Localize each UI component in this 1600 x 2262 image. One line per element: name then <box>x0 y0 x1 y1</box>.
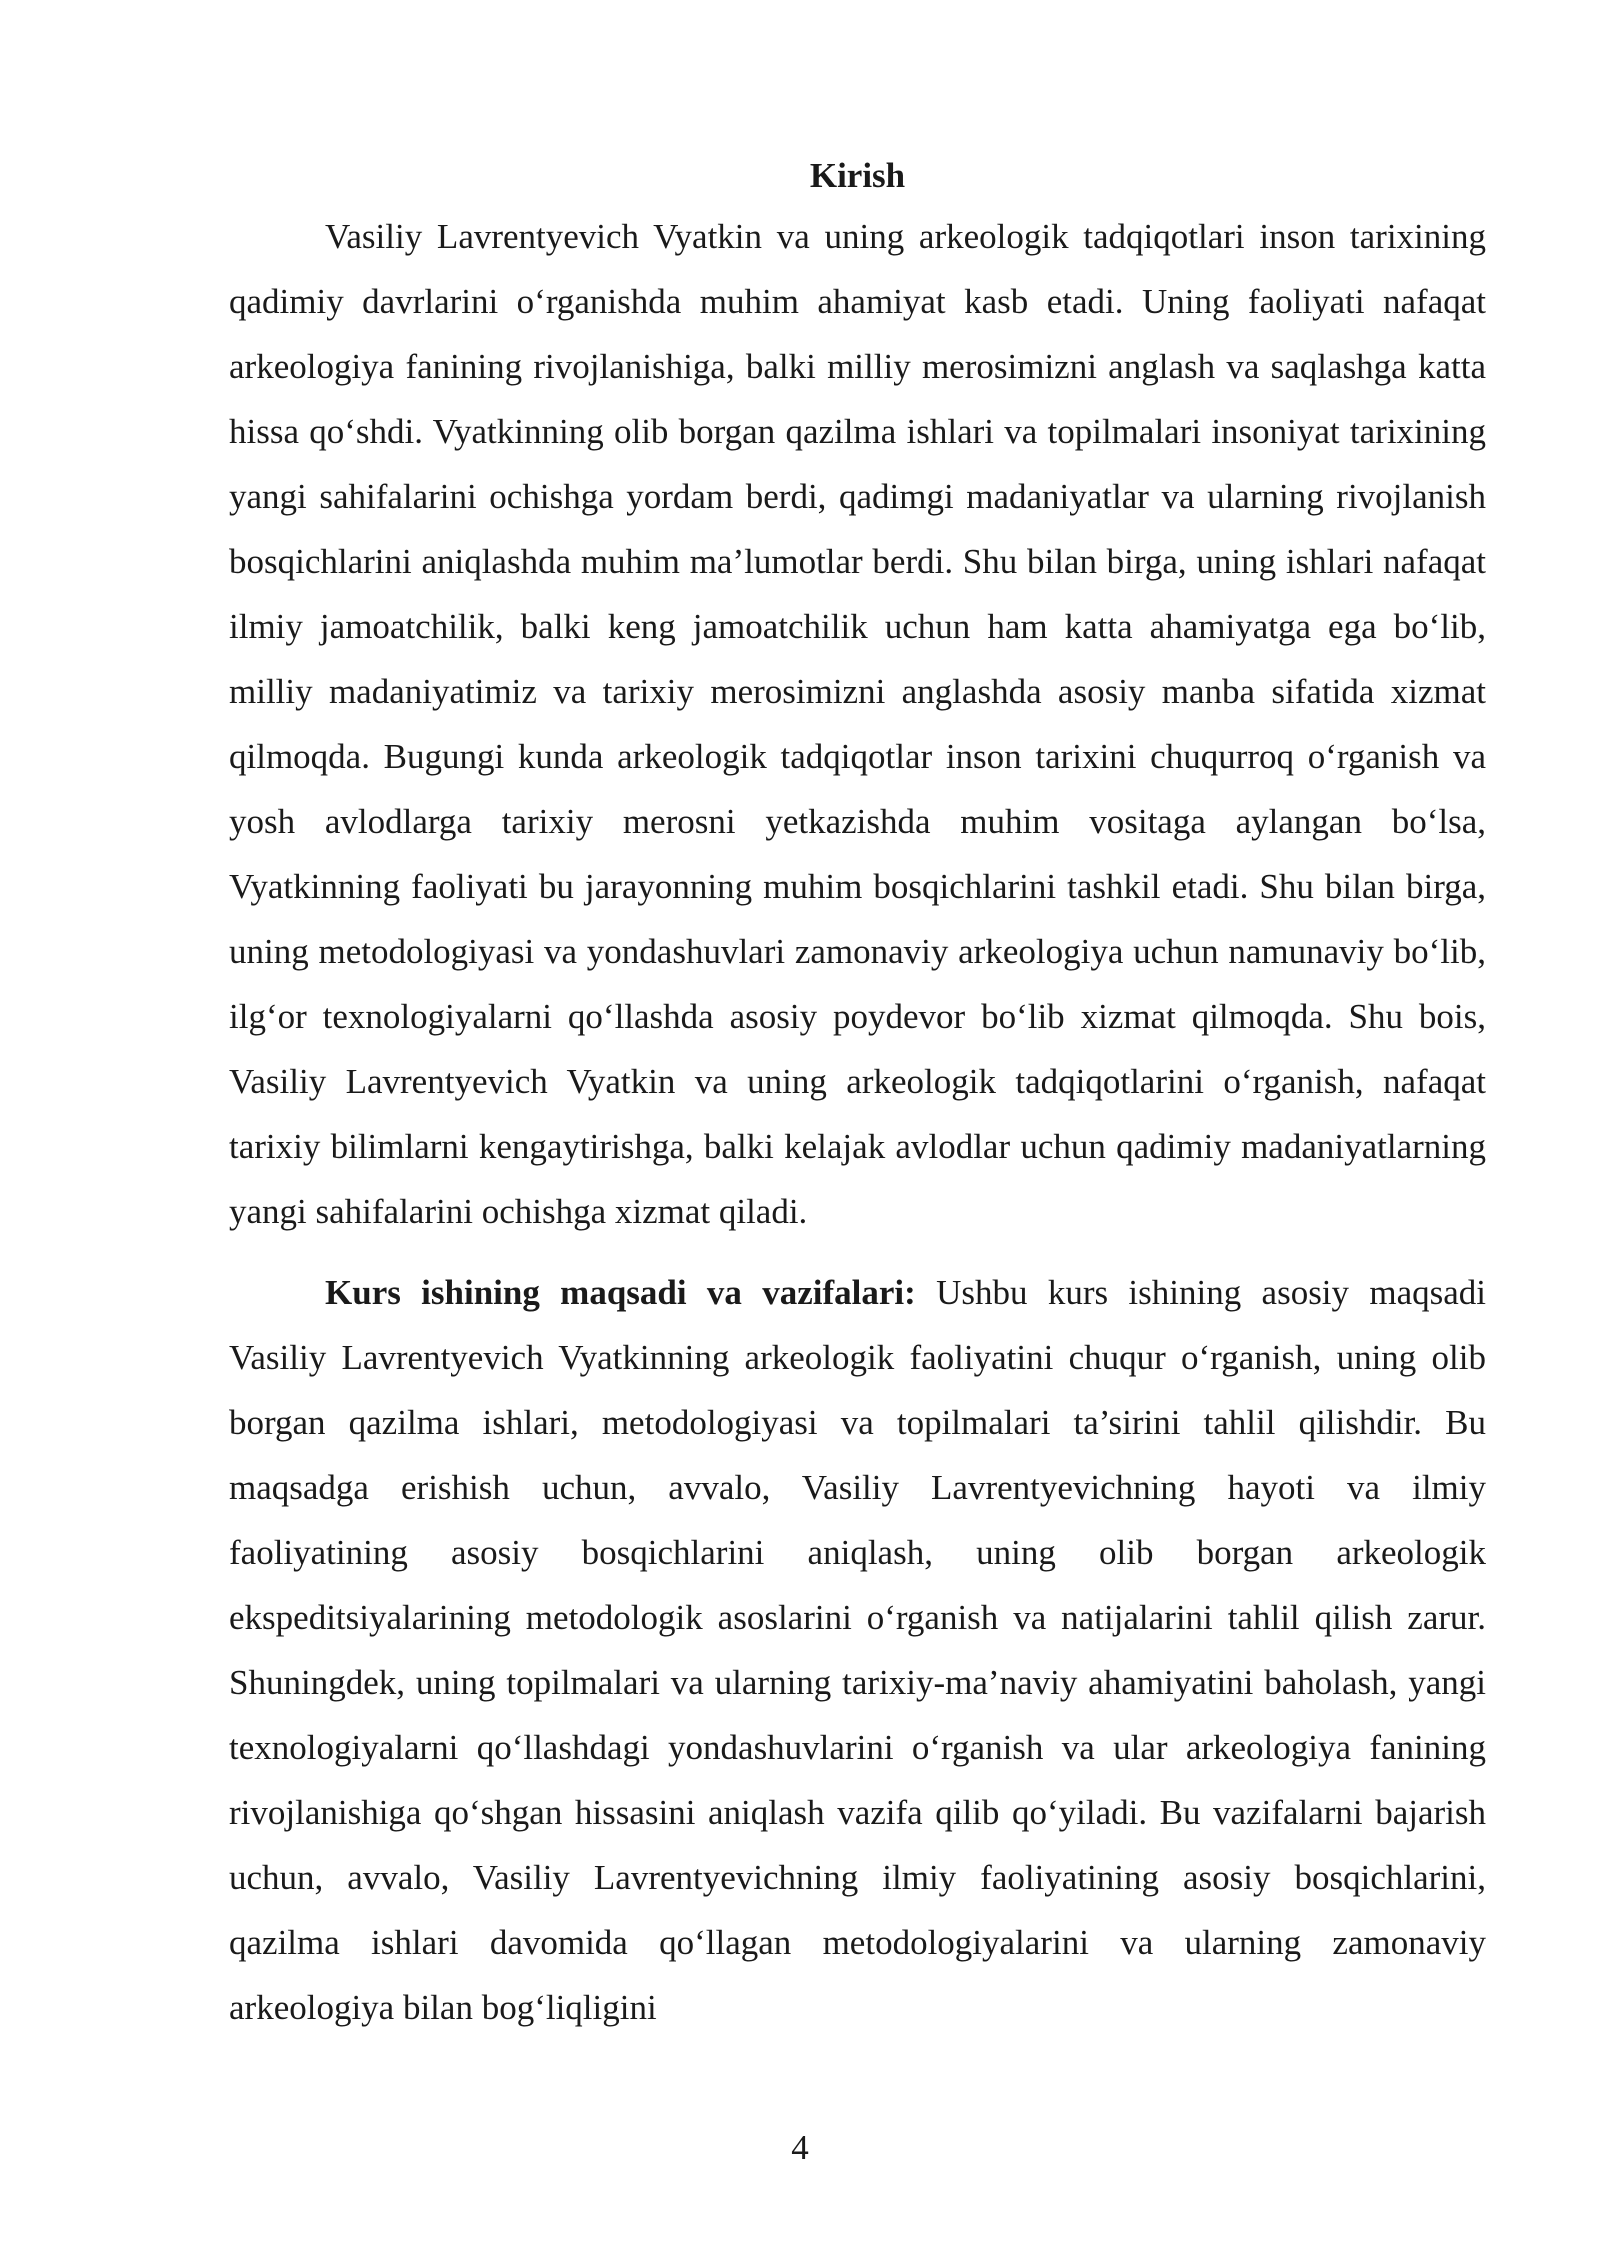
intro-paragraph-text: Vasiliy Lavrentyevich Vyatkin va uning arkeologik tadqiqotlari inson tarixining qadimiy davrlarini o‘rganishda muhim ahamiyat kasb etadi. Uning faoliyati nafaqat arkeologiya fanining rivojlanishiga, balki milliy merosimizni anglash va saqlashga katta hissa qo‘shdi. Vyatkinning olib borgan qazilma ishlari va topilmalari insoniyat tarixining yangi sahifalarini ochishga yordam berdi, qadimgi madaniyatlar va ularning rivojlanish bosqichlarini aniqlashda muhim ma’lumotlar berdi. Shu bilan birga, uning ishlari nafaqat ilmiy jamoatchilik, balki keng jamoatchilik uchun ham katta ahamiyatga ega bo‘lib, milliy madaniyatimiz va tarixiy merosimizni anglashda asosiy manba sifatida xizmat qilmoqda. Bugungi kunda arkeologik tadqiqotlar inson tarixini chuqurroq o‘rganish va yosh avlodlarga tarixiy merosni yetkazishda muhim vositaga aylangan bo‘lsa, Vyatkinning faoliyati bu jarayonning muhim bosqichlarini tashkil etadi. Shu bilan birga, uning metodologiyasi va yondashuvlari zamonaviy arkeologiya uchun namunaviy bo‘lib, ilg‘or texnologiyalarni qo‘llashda asosiy poydevor bo‘lib xizmat qilmoqda. Shu bois, Vasiliy Lavrentyevich Vyatkin va uning arkeologik tadqiqotlarini o‘rganish, nafaqat tarixiy bilimlarni kengaytirishga, balki kelajak avlodlar uchun qadimiy madaniyatlarning yangi sahifalarini ochishga xizmat qiladi. <box>229 217 1486 1231</box>
intro-paragraph <box>229 204 1486 1244</box>
page-number: 4 <box>791 2128 809 2167</box>
section-heading: Kirish <box>809 156 906 195</box>
document-body <box>229 148 1486 2040</box>
goals-paragraph-text: Ushbu kurs ishining asosiy maqsadi Vasiliy Lavrentyevich Vyatkinning arkeologik faoliyatini chuqur o‘rganish, uning olib borgan qazilma ishlari, metodologiyasi va topilmalari ta’sirini tahlil qilishdir. Bu maqsadga erishish uchun, avvalo, Vasiliy Lavrentyevichning hayoti va ilmiy faoliyatining asosiy bosqichlarini aniqlash, uning olib borgan arkeologik ekspeditsiyalarining metodologik asoslarini o‘rganish va natijalarini tahlil qilish zarur. Shuningdek, uning topilmalari va ularning tarixiy-ma’naviy ahamiyatini baholash, yangi texnologiyalarni qo‘llashdagi yondashuvlarini o‘rganish va ular arkeologiya fanining rivojlanishiga qo‘shgan hissasini aniqlash vazifa qilib qo‘yiladi. Bu vazifalarni bajarish uchun, avvalo, Vasiliy Lavrentyevichning ilmiy faoliyatining asosiy bosqichlarini, qazilma ishlari davomida qo‘llagan metodologiyalarini va ularning zamonaviy arkeologiya bilan bog‘liqligini <box>229 1273 1486 2027</box>
goals-paragraph-lead: Kurs ishining maqsadi va vazifalari: <box>325 1273 916 1312</box>
goals-paragraph <box>229 1260 1486 2040</box>
